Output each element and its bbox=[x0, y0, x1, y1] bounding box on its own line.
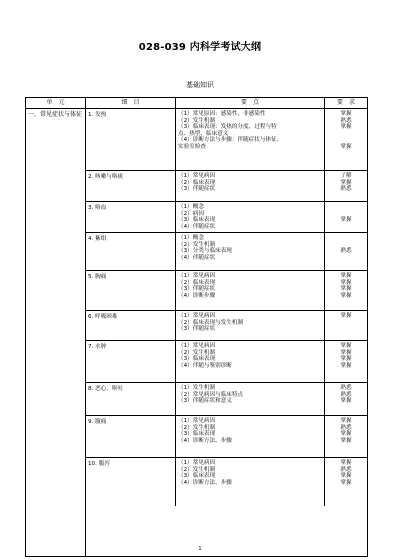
point-line: （3）临床表现 bbox=[178, 473, 216, 479]
syllabus-table bbox=[25, 97, 368, 557]
requirement-line: 掌握 bbox=[340, 286, 352, 292]
point-line: （3）伴随症状 bbox=[178, 326, 216, 332]
points-cell bbox=[176, 458, 325, 506]
points-cell bbox=[176, 171, 325, 201]
topic-cell: 4. 紫绀 bbox=[86, 233, 176, 270]
points-cell bbox=[176, 311, 325, 340]
requirement-line: 掌握 bbox=[340, 431, 352, 437]
requirement-line: 掌握 bbox=[340, 398, 352, 404]
requirement-line: 掌握 bbox=[340, 460, 352, 466]
point-line: （1）发生机制 bbox=[178, 385, 216, 391]
requirement-line: 掌握 bbox=[340, 349, 352, 356]
point-line: （2）临床表现 bbox=[178, 279, 216, 286]
requirement-line: 熟悉 bbox=[340, 391, 352, 398]
point-line: （2）病因 bbox=[178, 210, 204, 217]
requirement-line: 掌握 bbox=[340, 111, 352, 117]
requirement-line: 掌握 bbox=[340, 179, 352, 186]
point-line: （4）伴随症状 bbox=[178, 223, 216, 230]
point-line: （4）诊断步骤 bbox=[178, 292, 216, 299]
point-line: （2）临床表现与发生机制 bbox=[178, 319, 244, 326]
point-line: （1）常见病因 bbox=[178, 460, 216, 466]
requirement-cell bbox=[325, 341, 367, 382]
requirement-line: 熟悉 bbox=[340, 385, 352, 391]
point-line: （2）临床表现 bbox=[178, 179, 216, 186]
point-line: （4）诊断方法与步骤：伴随症状与体征、 bbox=[178, 137, 283, 143]
requirement-line: 熟悉 bbox=[340, 117, 352, 124]
requirement-line: 掌握 bbox=[340, 362, 352, 369]
requirement-line: 熟悉 bbox=[340, 466, 352, 473]
table-row bbox=[86, 383, 367, 416]
table-row bbox=[86, 311, 367, 341]
table-row bbox=[86, 109, 367, 171]
topic-cell: 8. 恶心、呕吐 bbox=[86, 383, 176, 415]
point-line: （1）常见原因：感染性、非感染性 bbox=[178, 111, 266, 117]
requirement-line: 掌握 bbox=[340, 479, 352, 486]
point-line: （4）诊断方法、步骤 bbox=[178, 479, 232, 486]
table-row bbox=[86, 458, 367, 506]
point-line: （2）发生机制 bbox=[178, 349, 216, 356]
requirement-line: 掌握 bbox=[340, 418, 352, 424]
requirement-line: 掌握 bbox=[340, 143, 352, 150]
header-topic: 细 目 bbox=[86, 98, 176, 108]
document-title: 028-039 内科学考试大纲 bbox=[138, 42, 262, 53]
requirement-line: 掌握 bbox=[340, 292, 352, 299]
point-line: （4）诊断方法、步骤 bbox=[178, 437, 232, 444]
point-line: （3）伴随症状 bbox=[178, 186, 216, 192]
table-rows bbox=[86, 109, 367, 556]
topic-cell: 2. 咳嗽与咯痰 bbox=[86, 171, 176, 201]
point-line: 实验室检查 bbox=[178, 143, 206, 150]
point-line: （1）常见病因 bbox=[178, 418, 216, 424]
topic-cell: 3. 咯血 bbox=[86, 202, 176, 232]
point-line: （1）常见病因 bbox=[178, 343, 216, 349]
requirement-line: 掌握 bbox=[340, 473, 352, 479]
point-line: （2）发生机制 bbox=[178, 466, 216, 473]
header-unit: 单 元 bbox=[26, 98, 86, 108]
table-row bbox=[86, 341, 367, 383]
point-line: 点、热型、临床意义 bbox=[178, 130, 229, 137]
point-line: （3）临床表现 bbox=[178, 217, 216, 223]
requirement-line: 掌握 bbox=[340, 437, 352, 444]
point-line: （3）临床表现 bbox=[178, 356, 216, 362]
table-row bbox=[86, 171, 367, 202]
requirement-line: 掌握 bbox=[340, 356, 352, 362]
requirement-cell bbox=[325, 202, 367, 232]
point-line: （1）概念 bbox=[178, 204, 204, 210]
points-cell bbox=[176, 233, 325, 270]
table-header bbox=[26, 98, 367, 109]
point-line: （1）概念 bbox=[178, 235, 204, 241]
point-line: （1）常见病因 bbox=[178, 173, 216, 179]
requirement-line bbox=[325, 326, 367, 333]
topic-cell: 5. 胸痛 bbox=[86, 271, 176, 310]
topic-cell: 1. 发热 bbox=[86, 109, 176, 170]
header-requirement: 要 求 bbox=[336, 99, 355, 106]
requirement-cell bbox=[325, 416, 367, 457]
table-row bbox=[86, 271, 367, 311]
point-line: （2）常见病因与临床特点 bbox=[178, 391, 244, 398]
requirement-cell bbox=[325, 171, 367, 201]
requirement-line: 掌握 bbox=[340, 273, 352, 279]
topic-cell: 6. 呼吸困难 bbox=[86, 311, 176, 340]
point-line: （2）发生机制 bbox=[178, 117, 216, 124]
point-line: （3）临床表现 bbox=[178, 431, 216, 437]
point-line: （3）临床表现：发热的分度、过程与特 bbox=[178, 124, 277, 130]
point-line: （3）分类与临床表现 bbox=[178, 248, 232, 254]
point-line: （2）发生机制 bbox=[178, 241, 216, 248]
requirement-line: 掌握 bbox=[340, 217, 352, 223]
table-row bbox=[86, 202, 367, 233]
requirement-line: 了解 bbox=[340, 173, 352, 179]
point-line: （4）伴随与鉴别诊断 bbox=[178, 362, 232, 369]
point-line: （3）伴随症状和意义 bbox=[178, 398, 232, 404]
section-subtitle: 基础知识 bbox=[186, 81, 214, 89]
requirement-line: 熟悉 bbox=[340, 248, 352, 254]
points-cell bbox=[176, 109, 325, 170]
requirement-line: 熟悉 bbox=[340, 424, 352, 431]
requirement-cell bbox=[325, 271, 367, 310]
points-cell bbox=[176, 271, 325, 310]
point-line: （2）发生机制 bbox=[178, 424, 216, 431]
topic-cell: 7. 水肿 bbox=[86, 341, 176, 382]
unit-cell: 一、常见症状与体征 bbox=[26, 109, 86, 556]
requirement-cell bbox=[325, 458, 367, 506]
points-cell bbox=[176, 202, 325, 232]
requirement-cell bbox=[325, 233, 367, 270]
header-points: 要 点 bbox=[176, 98, 325, 108]
page-number: 1 bbox=[198, 546, 202, 552]
requirement-line bbox=[325, 255, 367, 262]
requirement-cell bbox=[325, 109, 367, 170]
points-cell bbox=[176, 383, 325, 415]
topic-cell: 10. 腹泻 bbox=[86, 458, 176, 506]
topic-cell: 9. 腹痛 bbox=[86, 416, 176, 457]
requirement-line: 掌握 bbox=[340, 343, 352, 349]
point-line: （1）常见病因 bbox=[178, 273, 216, 279]
points-cell bbox=[176, 416, 325, 457]
table-row bbox=[86, 233, 367, 271]
points-cell bbox=[176, 341, 325, 382]
table-row bbox=[86, 416, 367, 458]
requirement-line: 掌握 bbox=[340, 279, 352, 286]
requirement-line: 掌握 bbox=[340, 124, 352, 130]
requirement-line: 掌握 bbox=[340, 313, 352, 319]
point-line: （1）常见病因 bbox=[178, 313, 216, 319]
point-line: （4）伴随症状 bbox=[178, 254, 216, 261]
requirement-cell bbox=[325, 311, 367, 340]
requirement-line bbox=[325, 224, 367, 231]
point-line: （3）伴随症状 bbox=[178, 286, 216, 292]
requirement-cell bbox=[325, 383, 367, 415]
requirement-line: 熟悉 bbox=[340, 186, 352, 192]
